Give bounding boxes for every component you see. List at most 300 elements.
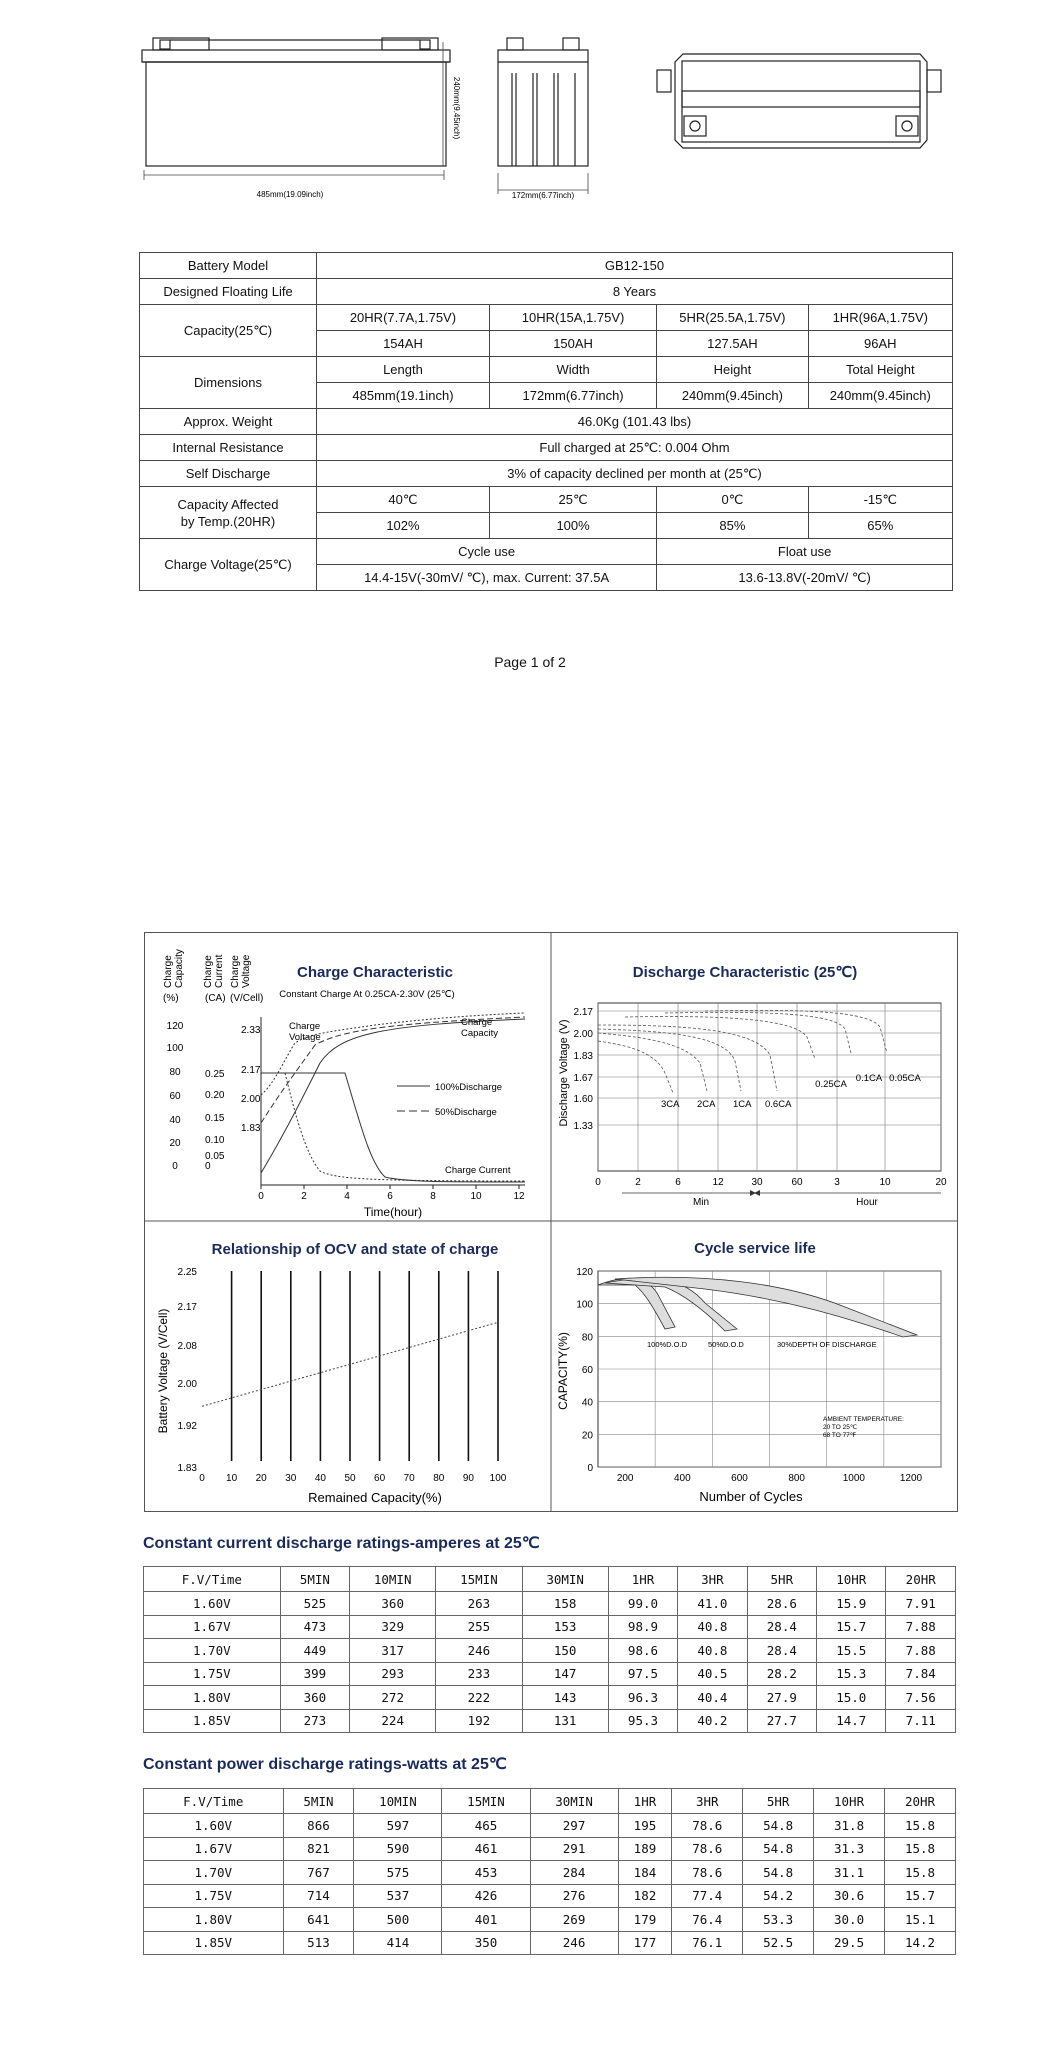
battery-model-label: Battery Model (140, 253, 317, 279)
floating-life-label: Designed Floating Life (140, 279, 317, 305)
ocv-y-tick: 1.92 (177, 1421, 197, 1432)
discharge-x-tick: 6 (675, 1177, 681, 1188)
table-cell: 184 (618, 1861, 672, 1885)
table-cell: 473 (280, 1615, 349, 1639)
temp-label-line-1: Capacity Affected (177, 496, 279, 512)
capacity-value: 127.5AH (657, 331, 808, 357)
charge-x-tick: 12 (513, 1191, 525, 1202)
table-cell: 31.3 (814, 1837, 885, 1861)
ocv-x-tick: 0 (199, 1473, 205, 1484)
ocv-y-tick: 2.25 (177, 1267, 197, 1278)
discharge-curve-3ca (598, 1041, 673, 1093)
discharge-x-tick: 0 (595, 1177, 601, 1188)
dimension-value: 240mm(9.45inch) (808, 383, 952, 409)
table-header-cell: 20HR (885, 1789, 956, 1814)
table-cell: 1.80V (144, 1908, 284, 1932)
capacity-axis-unit: (%) (163, 993, 179, 1004)
table-cell: 15.7 (885, 1884, 956, 1908)
table-cell: 40.8 (678, 1639, 747, 1663)
table-cell: 224 (350, 1709, 436, 1733)
table-cell: 272 (350, 1686, 436, 1710)
current-axis-label-1: Charge (203, 955, 214, 988)
table-cell: 98.9 (608, 1615, 677, 1639)
table-header-cell: 3HR (678, 1567, 747, 1592)
cycle-y-axis-label: CAPACITY(%) (556, 1332, 570, 1410)
capacity-value: 150AH (489, 331, 656, 357)
table-row (144, 1615, 956, 1639)
table-cell: 284 (530, 1861, 618, 1885)
table-cell: 360 (280, 1686, 349, 1710)
resistance: Full charged at 25℃: 0.004 Ohm (317, 435, 953, 461)
table-header-cell: 3HR (672, 1789, 743, 1814)
cycle-y-tick: 20 (581, 1430, 593, 1442)
table-cell: 1.60V (144, 1592, 281, 1616)
capacity-tick: 20 (169, 1138, 181, 1149)
current-table-title: Constant current discharge ratings-amperes at 25℃ (143, 1535, 540, 1552)
table-header-cell: 30MIN (522, 1567, 608, 1592)
current-tick: 0.20 (205, 1090, 225, 1101)
table-cell: 575 (354, 1861, 442, 1885)
table-cell: 7.56 (886, 1686, 956, 1710)
table-cell: 78.6 (672, 1837, 743, 1861)
charge-voltage-annotation-line-2: Voltage (289, 1032, 321, 1043)
table-cell: 350 (442, 1931, 530, 1955)
table-header-cell: F.V/Time (144, 1567, 281, 1592)
weight: 46.0Kg (101.43 lbs) (317, 409, 953, 435)
table-cell: 31.8 (814, 1814, 885, 1838)
table-cell: 449 (280, 1639, 349, 1663)
table-cell: 414 (354, 1931, 442, 1955)
ocv-y-axis-label: Battery Voltage (V/Cell) (156, 1308, 170, 1434)
capacity-rate: 1HR(96A,1.75V) (808, 305, 952, 331)
discharge-series-label: 0.05CA (889, 1073, 921, 1084)
table-cell: 246 (436, 1639, 522, 1663)
temp-head: 40℃ (317, 487, 490, 513)
table-cell: 27.9 (747, 1686, 816, 1710)
table-cell: 78.6 (672, 1861, 743, 1885)
resistance-label: Internal Resistance (140, 435, 317, 461)
discharge-chart-title: Discharge Characteristic (25℃) (632, 964, 858, 981)
dimension-head: Height (657, 357, 808, 383)
current-tick: 0.05 (205, 1151, 225, 1162)
ocv-x-tick: 40 (314, 1473, 326, 1484)
current-tick: 0.15 (205, 1113, 225, 1124)
table-cell: 461 (442, 1837, 530, 1861)
voltage-tick: 1.83 (241, 1123, 261, 1134)
cycle-x-tick: 400 (673, 1473, 691, 1484)
cycle-x-axis-label: Number of Cycles (699, 1489, 803, 1504)
table-cell: 15.9 (817, 1592, 886, 1616)
table-cell: 15.1 (885, 1908, 956, 1932)
dimension-value: 240mm(9.45inch) (657, 383, 808, 409)
table-cell: 153 (522, 1615, 608, 1639)
cycle-chart-title: Cycle service life (694, 1240, 816, 1257)
discharge-curve-0-05ca (705, 1010, 887, 1053)
table-row (144, 1884, 956, 1908)
discharge-y-tick: 1.60 (573, 1094, 593, 1105)
table-cell: 54.8 (743, 1861, 814, 1885)
floating-life: 8 Years (317, 279, 953, 305)
table-cell: 291 (530, 1837, 618, 1861)
table-cell: 54.2 (743, 1884, 814, 1908)
table-cell: 273 (280, 1709, 349, 1733)
discharge-curve-0-25ca (625, 1017, 815, 1059)
table-cell: 14.2 (885, 1931, 956, 1955)
table-cell: 1.70V (144, 1861, 284, 1885)
charge-current-annotation: Charge Current (445, 1165, 511, 1176)
table-cell: 195 (618, 1814, 672, 1838)
table-header-cell: 10HR (817, 1567, 886, 1592)
table-cell: 866 (283, 1814, 354, 1838)
temp-head: -15℃ (808, 487, 952, 513)
discharge-hour-group: Hour (856, 1197, 878, 1208)
current-tick: 0.25 (205, 1069, 225, 1080)
table-cell: 255 (436, 1615, 522, 1639)
charts-svg (145, 933, 957, 1511)
table-cell: 597 (354, 1814, 442, 1838)
charge-capacity-annotation-line-1: Charge (461, 1017, 493, 1028)
charge-characteristic-chart (163, 949, 525, 1219)
capacity-tick: 0 (172, 1161, 178, 1172)
float-use-value: 13.6-13.8V(-20mV/ ℃) (657, 565, 953, 591)
cycle-x-tick: 1000 (842, 1473, 865, 1484)
capacity-tick: 60 (169, 1091, 181, 1102)
table-cell: 177 (618, 1931, 672, 1955)
table-header-cell: 1HR (608, 1567, 677, 1592)
discharge-x-tick: 30 (751, 1177, 763, 1188)
table-row (144, 1931, 956, 1955)
discharge-series-label: 0.1CA (855, 1073, 883, 1084)
capacity-rate: 10HR(15A,1.75V) (489, 305, 656, 331)
capacity-tick: 100 (166, 1043, 184, 1054)
ocv-y-tick: 2.17 (177, 1302, 197, 1313)
table-cell: 1.67V (144, 1615, 281, 1639)
ocv-x-tick: 80 (433, 1473, 445, 1484)
discharge-x-tick: 3 (834, 1177, 840, 1188)
table-cell: 15.8 (885, 1814, 956, 1838)
voltage-tick: 2.17 (241, 1065, 261, 1076)
table-cell: 1.75V (144, 1884, 284, 1908)
charge-x-tick: 0 (258, 1191, 264, 1202)
charts-panel (144, 932, 958, 1512)
temp-value: 100% (489, 513, 656, 539)
capacity-rate: 5HR(25.5A,1.75V) (657, 305, 808, 331)
table-row (144, 1639, 956, 1663)
cycle-series-label: 100%D.O.D (647, 1340, 688, 1349)
table-cell: 192 (436, 1709, 522, 1733)
cycle-y-tick: 40 (581, 1397, 593, 1409)
table-header-cell: 30MIN (530, 1789, 618, 1814)
table-cell: 15.8 (885, 1861, 956, 1885)
table-row (144, 1837, 956, 1861)
cycle-series-label: 30%DEPTH OF DISCHARGE (777, 1340, 877, 1349)
table-cell: 297 (530, 1814, 618, 1838)
table-cell: 40.2 (678, 1709, 747, 1733)
table-cell: 15.3 (817, 1662, 886, 1686)
table-header-cell: F.V/Time (144, 1789, 284, 1814)
dimension-head: Width (489, 357, 656, 383)
table-cell: 52.5 (743, 1931, 814, 1955)
table-cell: 222 (436, 1686, 522, 1710)
voltage-axis-label-2: Voltage (241, 954, 252, 988)
table-cell: 500 (354, 1908, 442, 1932)
discharge-min-group: Min (692, 1197, 710, 1208)
ocv-x-tick: 60 (374, 1473, 386, 1484)
table-cell: 317 (350, 1639, 436, 1663)
cycle-note-1: AMBIENT TEMPERATURE: (823, 1416, 904, 1423)
table-cell: 40.4 (678, 1686, 747, 1710)
table-header-cell: 10MIN (350, 1567, 436, 1592)
capacity-rate: 20HR(7.7A,1.75V) (317, 305, 490, 331)
power-discharge-table (143, 1788, 956, 1955)
ocv-x-tick: 30 (285, 1473, 297, 1484)
charge-x-tick: 10 (470, 1191, 482, 1202)
ocv-y-tick: 2.00 (177, 1379, 197, 1390)
battery-drawings (130, 28, 950, 208)
discharge-curve-1ca (598, 1029, 741, 1091)
front-height-label: 240mm(9.45inch) (452, 76, 461, 140)
table-row (144, 1592, 956, 1616)
table-cell: 96.3 (608, 1686, 677, 1710)
ocv-chart-title: Relationship of OCV and state of charge (211, 1241, 499, 1258)
table-row (144, 1861, 956, 1885)
table-cell: 14.7 (817, 1709, 886, 1733)
capacity-axis-label-1: Charge (163, 955, 174, 988)
table-cell: 158 (522, 1592, 608, 1616)
discharge-y-tick: 1.67 (573, 1073, 593, 1084)
table-row (144, 1662, 956, 1686)
dimensions-label: Dimensions (140, 357, 317, 409)
voltage-axis-label-1: Charge (230, 955, 241, 988)
table-cell: 1.67V (144, 1837, 284, 1861)
legend-50-discharge: 50%Discharge (435, 1107, 497, 1118)
cycle-note-2: 20 TO 25℃ (823, 1424, 858, 1431)
table-row (144, 1709, 956, 1733)
table-cell: 1.75V (144, 1662, 281, 1686)
table-cell: 30.0 (814, 1908, 885, 1932)
table-cell: 1.60V (144, 1814, 284, 1838)
table-header-cell: 15MIN (442, 1789, 530, 1814)
table-cell: 15.5 (817, 1639, 886, 1663)
cycle-y-tick: 0 (587, 1463, 593, 1474)
ocv-y-tick: 2.08 (177, 1341, 197, 1352)
voltage-tick: 2.33 (241, 1025, 261, 1036)
table-cell: 276 (530, 1884, 618, 1908)
table-cell: 29.5 (814, 1931, 885, 1955)
discharge-y-tick: 2.00 (573, 1029, 593, 1040)
table-cell: 590 (354, 1837, 442, 1861)
table-cell: 821 (283, 1837, 354, 1861)
charge-voltage-label: Charge Voltage(25℃) (140, 539, 317, 591)
capacity-tick: 40 (169, 1115, 181, 1126)
battery-model: GB12-150 (317, 253, 953, 279)
temp-label-line-2: by Temp.(20HR) (180, 513, 276, 529)
table-cell: 98.6 (608, 1639, 677, 1663)
cycle-series-label: 50%D.O.D (708, 1340, 744, 1349)
table-cell: 143 (522, 1686, 608, 1710)
discharge-series-label: 2CA (697, 1099, 716, 1110)
table-cell: 293 (350, 1662, 436, 1686)
table-header-cell: 5MIN (280, 1567, 349, 1592)
dimension-head: Length (317, 357, 490, 383)
table-cell: 246 (530, 1931, 618, 1955)
table-cell: 53.3 (743, 1908, 814, 1932)
table-header-cell: 10HR (814, 1789, 885, 1814)
table-cell: 269 (530, 1908, 618, 1932)
table-cell: 76.4 (672, 1908, 743, 1932)
self-discharge: 3% of capacity declined per month at (25℃) (317, 461, 953, 487)
capacity-label: Capacity(25℃) (140, 305, 317, 357)
table-cell: 131 (522, 1709, 608, 1733)
charge-chart-title: Charge Characteristic (297, 964, 453, 981)
table-cell: 15.7 (817, 1615, 886, 1639)
ocv-x-tick: 20 (255, 1473, 267, 1484)
table-cell: 1.80V (144, 1686, 281, 1710)
temp-label (140, 487, 317, 539)
table-cell: 41.0 (678, 1592, 747, 1616)
charge-x-tick: 6 (387, 1191, 393, 1202)
float-use-label: Float use (657, 539, 953, 565)
table-cell: 150 (522, 1639, 608, 1663)
ocv-x-tick: 70 (403, 1473, 415, 1484)
cycle-x-tick: 800 (788, 1473, 806, 1484)
table-cell: 465 (442, 1814, 530, 1838)
capacity-tick: 80 (169, 1067, 181, 1078)
table-header-cell: 10MIN (354, 1789, 442, 1814)
ocv-y-tick: 1.83 (177, 1463, 197, 1474)
table-cell: 7.88 (886, 1615, 956, 1639)
table-cell: 28.2 (747, 1662, 816, 1686)
table-cell: 189 (618, 1837, 672, 1861)
discharge-curve-0-1ca (665, 1012, 851, 1053)
current-tick: 0.10 (205, 1135, 225, 1146)
dimension-value: 485mm(19.1inch) (317, 383, 490, 409)
discharge-x-tick: 10 (879, 1177, 891, 1188)
table-cell: 399 (280, 1662, 349, 1686)
table-cell: 7.91 (886, 1592, 956, 1616)
temp-value: 65% (808, 513, 952, 539)
table-cell: 1.85V (144, 1709, 281, 1733)
ocv-x-tick: 90 (462, 1473, 474, 1484)
table-cell: 360 (350, 1592, 436, 1616)
top-view-drawing (657, 54, 941, 148)
table-cell: 15.0 (817, 1686, 886, 1710)
table-cell: 767 (283, 1861, 354, 1885)
table-cell: 233 (436, 1662, 522, 1686)
table-cell: 426 (442, 1884, 530, 1908)
cycle-x-tick: 200 (616, 1473, 634, 1484)
table-cell: 99.0 (608, 1592, 677, 1616)
discharge-characteristic-chart (558, 964, 947, 1208)
discharge-curve-0-6ca (598, 1025, 777, 1091)
table-cell: 40.8 (678, 1615, 747, 1639)
weight-label: Approx. Weight (140, 409, 317, 435)
ocv-chart (156, 1241, 507, 1505)
table-cell: 453 (442, 1861, 530, 1885)
table-cell: 182 (618, 1884, 672, 1908)
self-discharge-label: Self Discharge (140, 461, 317, 487)
table-cell: 30.6 (814, 1884, 885, 1908)
front-view-drawing (142, 38, 450, 166)
capacity-axis-label-2: Capacity (174, 949, 185, 988)
cycle-use-label: Cycle use (317, 539, 657, 565)
table-row (144, 1686, 956, 1710)
dimension-head: Total Height (808, 357, 952, 383)
table-cell: 1.70V (144, 1639, 281, 1663)
side-width-label: 172mm(6.77inch) (511, 191, 575, 200)
cycle-note-3: 68 TO 77℉ (823, 1432, 857, 1439)
table-cell: 147 (522, 1662, 608, 1686)
table-cell: 7.84 (886, 1662, 956, 1686)
table-cell: 641 (283, 1908, 354, 1932)
discharge-series-label: 0.25CA (815, 1079, 847, 1090)
temp-value: 102% (317, 513, 490, 539)
temp-head: 0℃ (657, 487, 808, 513)
charge-x-tick: 4 (344, 1191, 350, 1202)
table-header-cell: 20HR (886, 1567, 956, 1592)
legend-100-discharge: 100%Discharge (435, 1082, 503, 1093)
temp-value: 85% (657, 513, 808, 539)
table-cell: 7.11 (886, 1709, 956, 1733)
table-header-cell: 5HR (743, 1789, 814, 1814)
discharge-y-tick: 2.17 (573, 1007, 593, 1018)
table-cell: 28.6 (747, 1592, 816, 1616)
table-cell: 78.6 (672, 1814, 743, 1838)
table-cell: 1.85V (144, 1931, 284, 1955)
table-row (144, 1814, 956, 1838)
capacity-tick: 120 (166, 1021, 184, 1032)
table-cell: 97.5 (608, 1662, 677, 1686)
current-axis-label-2: Current (214, 954, 225, 988)
temp-head: 25℃ (489, 487, 656, 513)
charge-voltage-annotation-line-1: Charge (289, 1021, 321, 1032)
page-number: Page 1 of 2 (494, 654, 566, 670)
table-cell: 31.1 (814, 1861, 885, 1885)
current-axis-unit: (CA) (205, 993, 226, 1004)
table-row (144, 1908, 956, 1932)
charge-voltage-annotation (289, 1021, 321, 1043)
discharge-x-tick: 2 (635, 1177, 641, 1188)
cycle-use-value: 14.4-15V(-30mV/ ℃), max. Current: 37.5A (317, 565, 657, 591)
spec-table (139, 252, 953, 591)
table-cell: 76.1 (672, 1931, 743, 1955)
table-header-cell: 15MIN (436, 1567, 522, 1592)
table-cell: 329 (350, 1615, 436, 1639)
table-cell: 40.5 (678, 1662, 747, 1686)
discharge-x-tick: 60 (791, 1177, 803, 1188)
discharge-curve-2ca (598, 1033, 707, 1091)
table-header-cell: 5HR (747, 1567, 816, 1592)
table-cell: 714 (283, 1884, 354, 1908)
voltage-axis-unit: (V/Cell) (230, 993, 264, 1004)
table-cell: 179 (618, 1908, 672, 1932)
charge-chart-subtitle: Constant Charge At 0.25CA-2.30V (25℃) (279, 989, 455, 1000)
discharge-x-tick: 20 (935, 1177, 947, 1188)
table-cell: 77.4 (672, 1884, 743, 1908)
table-cell: 263 (436, 1592, 522, 1616)
table-cell: 7.88 (886, 1639, 956, 1663)
cycle-y-tick: 80 (581, 1332, 593, 1344)
charge-capacity-annotation-line-2: Capacity (461, 1028, 498, 1039)
ocv-x-tick: 10 (226, 1473, 238, 1484)
capacity-value: 96AH (808, 331, 952, 357)
power-table-title: Constant power discharge ratings-watts at 25℃ (143, 1756, 507, 1773)
discharge-series-label: 0.6CA (765, 1099, 792, 1110)
cycle-y-tick: 60 (581, 1365, 593, 1376)
table-cell: 537 (354, 1884, 442, 1908)
side-view-drawing (498, 38, 588, 166)
discharge-x-tick: 12 (712, 1177, 724, 1188)
